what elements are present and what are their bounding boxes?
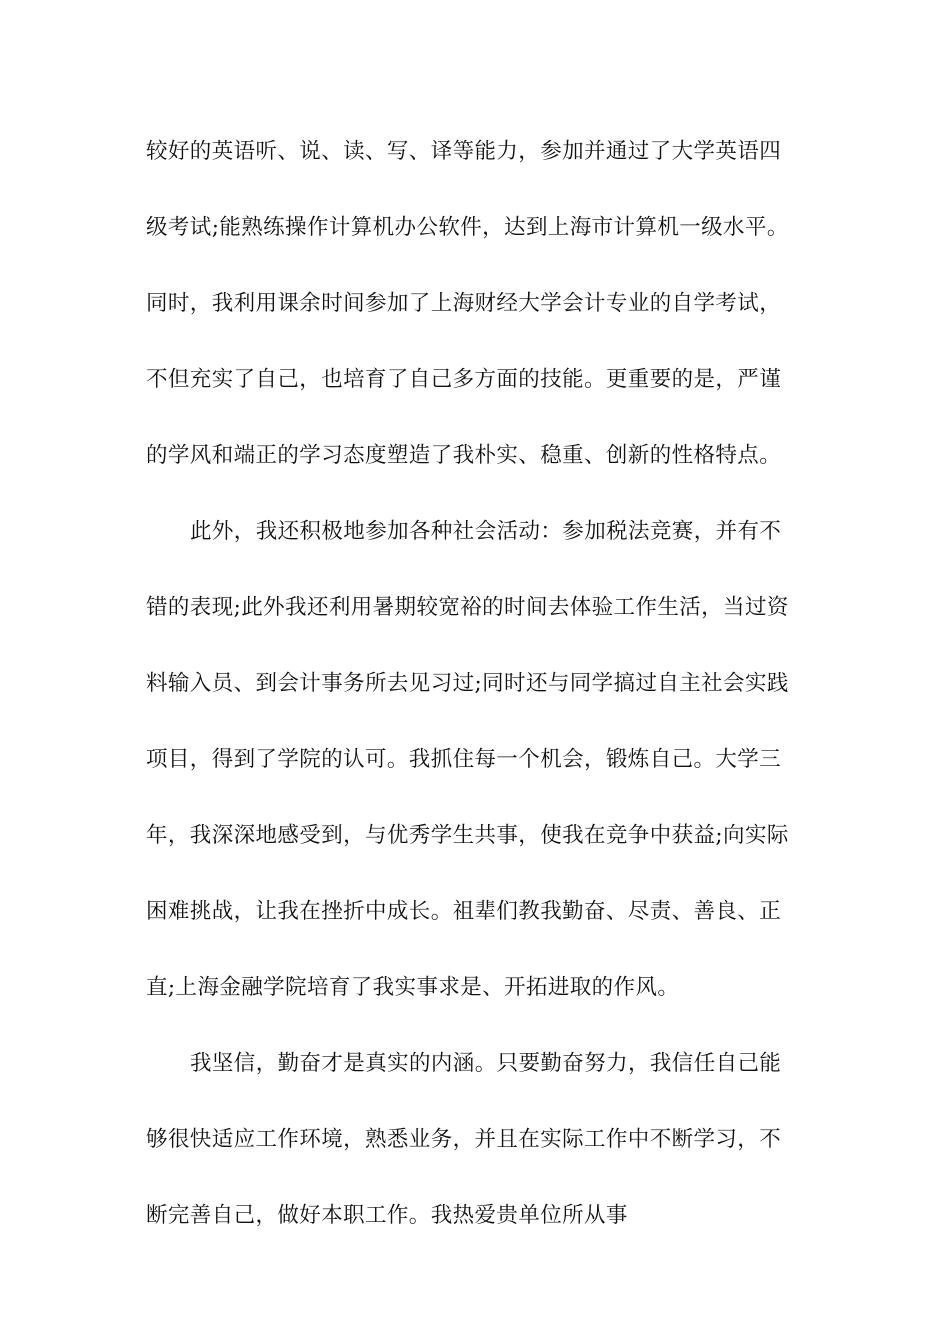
text-line: 级考试;能熟练操作计算机办公软件，达到上海市计算机一级水平。: [146, 215, 789, 240]
text-line: 的学风和端正的学习态度塑造了我朴实、稳重、创新的性格特点。: [146, 443, 782, 468]
text-line: 较好的英语听、说、读、写、译等能力，参加并通过了大学英语四: [146, 139, 782, 164]
text-line: 够很快适应工作环境，熟悉业务，并且在实际工作中不断学习，不: [146, 1127, 782, 1152]
text-line: 年，我深深地感受到，与优秀学生共事，使我在竞争中获益;向实际: [146, 823, 789, 848]
text-line: 错的表现;此外我还利用暑期较宽裕的时间去体验工作生活，当过资: [146, 595, 789, 620]
text-line: 直;上海金融学院培育了我实事求是、开拓进取的作风。: [146, 975, 680, 1000]
text-line: 同时，我利用课余时间参加了上海财经大学会计专业的自学考试，: [146, 291, 782, 316]
paragraph-start-line: 此外，我还积极地参加各种社会活动：参加税法竞赛，并有不: [190, 519, 782, 544]
text-line: 困难挑战，让我在挫折中成长。祖辈们教我勤奋、尽责、善良、正: [146, 899, 782, 924]
text-line: 断完善自己，做好本职工作。我热爱贵单位所从事: [146, 1203, 628, 1228]
text-line: 料输入员、到会计事务所去见习过;同时还与同学搞过自主社会实践: [146, 671, 789, 696]
paragraph-start-line: 我坚信，勤奋才是真实的内涵。只要勤奋努力，我信任自己能: [190, 1051, 782, 1076]
text-line: 不但充实了自己，也培育了自己多方面的技能。更重要的是，严谨: [146, 367, 782, 392]
text-line: 项目，得到了学院的认可。我抓住每一个机会，锻炼自己。大学三: [146, 747, 782, 772]
document-body: [146, 130, 811, 1270]
